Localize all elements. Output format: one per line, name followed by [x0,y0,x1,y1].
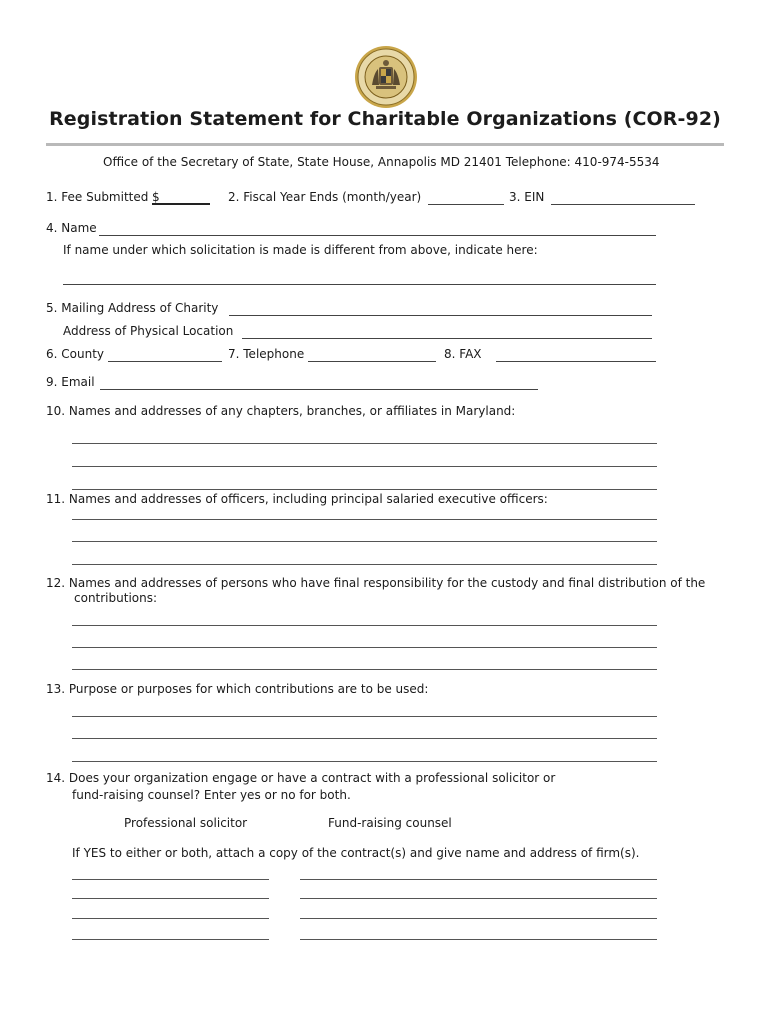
mailing-address-field[interactable] [229,302,652,316]
q11-line[interactable] [72,564,657,565]
q10-line[interactable] [72,443,657,444]
q13-line[interactable] [72,716,657,717]
q12-line[interactable] [72,669,657,670]
email-field[interactable] [100,376,538,390]
q14-label-cont: fund-raising counsel? Enter yes or no for both. [72,788,351,802]
ein-label: 3. EIN [509,190,545,204]
physical-location-field[interactable] [242,325,652,339]
firm-address-line[interactable] [300,879,657,880]
name-alt-label: If name under which solicitation is made is different from above, indicate here: [63,243,538,257]
telephone-field[interactable] [308,348,436,362]
q10-line[interactable] [72,489,657,490]
q12-line[interactable] [72,625,657,626]
firm-name-line[interactable] [72,939,269,940]
q11-line[interactable] [72,519,657,520]
q11-label: 11. Names and addresses of officers, including principal salaried executive officers: [46,492,548,506]
q13-line[interactable] [72,761,657,762]
county-label: 6. County [46,347,105,361]
physical-location-label: Address of Physical Location [63,324,234,338]
page-title: Registration Statement for Charitable Organizations (COR-92) [49,108,721,130]
q10-line[interactable] [72,466,657,467]
fund-raising-counsel-label: Fund-raising counsel [328,816,452,830]
firm-name-line[interactable] [72,918,269,919]
q10-label: 10. Names and addresses of any chapters, branches, or affiliates in Maryland: [46,404,516,418]
state-seal-icon [354,45,418,109]
ein-field[interactable] [551,191,695,205]
mailing-address-label: 5. Mailing Address of Charity [46,301,219,315]
q13-label: 13. Purpose or purposes for which contributions are to be used: [46,682,429,696]
name-alt-field[interactable] [63,271,656,285]
fax-label: 8. FAX [444,347,482,361]
professional-solicitor-label: Professional solicitor [124,816,248,830]
q12-label: 12. Names and addresses of persons who have final responsibility for the custody and final distribution of the [46,576,706,590]
name-label: 4. Name [46,221,97,235]
office-line: Office of the Secretary of State, State House, Annapolis MD 21401 Telephone: 410-974-5534 [103,155,660,169]
firm-name-line[interactable] [72,879,269,880]
fax-field[interactable] [496,348,656,362]
fiscal-year-field[interactable] [428,191,504,205]
q14-label: 14. Does your organization engage or have a contract with a professional solicitor or [46,771,556,785]
fee-label: 1. Fee Submitted [46,190,149,204]
fee-field[interactable] [152,191,210,205]
fee-dollar: $ [152,190,160,204]
if-yes-instruction: If YES to either or both, attach a copy of the contract(s) and give name and address of firm(s). [72,846,640,860]
telephone-label: 7. Telephone [228,347,305,361]
fiscal-year-label: 2. Fiscal Year Ends (month/year) [228,190,422,204]
title-divider [46,143,724,146]
firm-address-line[interactable] [300,939,657,940]
name-field[interactable] [99,222,656,236]
firm-name-line[interactable] [72,898,269,899]
firm-address-line[interactable] [300,918,657,919]
email-label: 9. Email [46,375,95,389]
q11-line[interactable] [72,541,657,542]
q12-label-cont: contributions: [74,591,158,605]
q13-line[interactable] [72,738,657,739]
q12-line[interactable] [72,647,657,648]
county-field[interactable] [108,348,222,362]
firm-address-line[interactable] [300,898,657,899]
